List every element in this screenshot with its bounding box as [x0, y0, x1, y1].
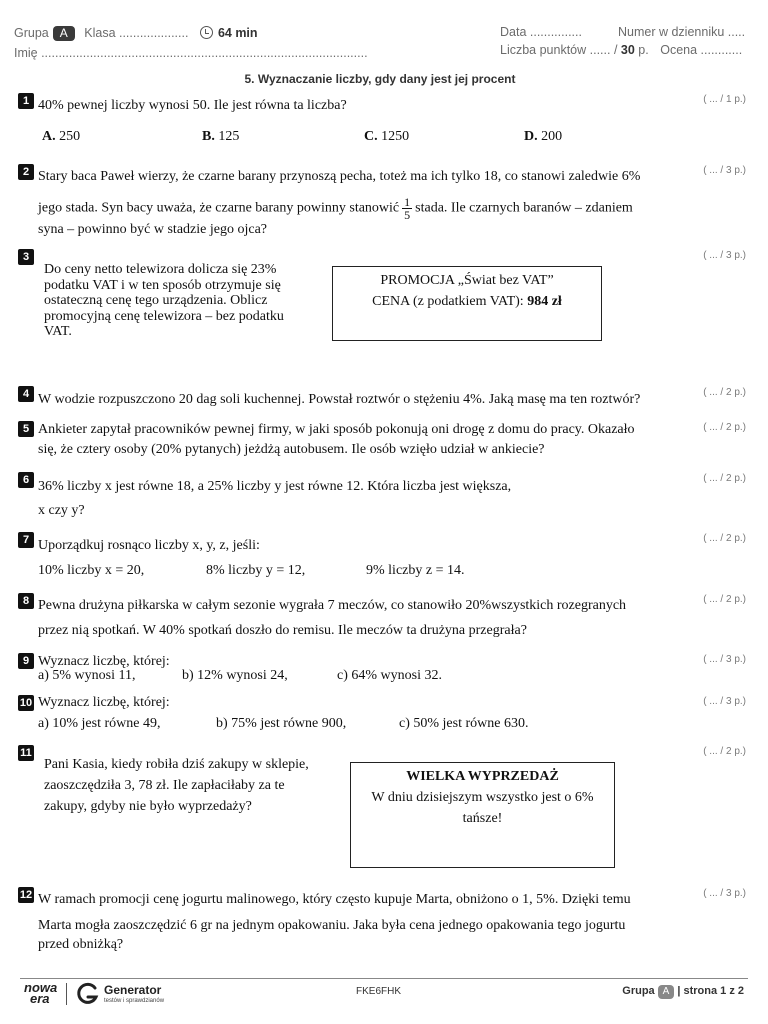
- time-limit: 64 min: [217, 26, 258, 40]
- question-text: syna – powinno być w stadzie jego ojca?: [38, 222, 267, 237]
- points-slot: ( ... / 2 p.): [703, 746, 746, 757]
- question-text: Pewna drużyna piłkarska w całym sezonie wygrała 7 meczów, co stanowiło 20%wszystkich rozegranych: [38, 598, 627, 613]
- list-item: a) 10% jest równe 49,: [38, 716, 161, 731]
- brand-name: Generator: [104, 983, 162, 997]
- answer-option-d: D. 200: [524, 129, 563, 144]
- page-title: 5. Wyznaczanie liczby, gdy dany jest jej procent: [244, 72, 516, 86]
- question-text: 40% pewnej liczby wynosi 50. Ile jest równa ta liczba?: [38, 98, 347, 113]
- journal-number-field: Numer w dzienniku .....: [618, 25, 746, 39]
- question-text: x czy y?: [38, 503, 85, 518]
- test-code: FKE6FHK: [356, 986, 402, 997]
- question-text: Do ceny netto telewizora dolicza się 23% podatku VAT i w ten sposób otrzymuje się ostateczną cenę tego urządzenia. Oblicz promocyjną cenę telewizora – bez podatku VAT.: [44, 262, 284, 339]
- question-number: 12: [19, 889, 33, 901]
- question-number: 3: [18, 249, 34, 265]
- question-text: jego stada. Syn bacy uważa, że czarne barany powinny stanowić $\frac{1}{5}$ stada. Ile czarnych baranów – zdaniem: [38, 195, 633, 222]
- points-slot: ( ... / 2 p.): [703, 594, 746, 605]
- list-item: b) 12% wynosi 24,: [182, 668, 288, 683]
- answer-option-b: B. 125: [202, 129, 240, 144]
- points-slot: ( ... / 3 p.): [703, 250, 746, 261]
- question-text: 36% liczby x jest równe 18, a 25% liczby y jest równe 12. Która liczba jest większa,: [38, 479, 512, 494]
- list-item: 8% liczby y = 12,: [206, 563, 306, 578]
- group-badge: A: [658, 985, 675, 999]
- footer-group-page: Grupa A | strona 1 z 2: [622, 985, 744, 997]
- question-text: przez nią spotkań. W 40% spotkań doszło do remisu. Ile meczów ta drużyna przegrała?: [38, 623, 527, 638]
- brand-subtitle: testów i sprawdzianów: [104, 998, 165, 1004]
- question-number: 5: [18, 421, 34, 437]
- question-number: 7: [18, 532, 34, 548]
- fraction: $\frac{1}{5}$: [404, 195, 411, 222]
- question-text: W wodzie rozpuszczono 20 dag soli kuchennej. Powstał roztwór o stężeniu 4%. Jaką masę ma ten roztwór?: [38, 392, 641, 407]
- question-number: 4: [18, 386, 34, 402]
- points-slot: ( ... / 2 p.): [703, 422, 746, 433]
- question-number: 10: [19, 697, 33, 709]
- list-item: 9% liczby z = 14.: [366, 563, 465, 578]
- grade-field: Ocena ............: [660, 43, 743, 57]
- list-item: b) 75% jest równe 900,: [216, 716, 347, 731]
- question-text: Wyznacz liczbę, której:: [38, 695, 170, 710]
- question-number: 8: [18, 593, 34, 609]
- question-text: Ankieter zapytał pracowników pewnej firmy, w jaki sposób pokonują oni drogę z domu do pracy. Okazało: [38, 422, 635, 437]
- question-number: 9: [18, 653, 34, 669]
- generator-logo-icon: [76, 982, 100, 1006]
- question-text: się, że cztery osoby (20% pytanych) jeżdżą autobusem. Ile osób wzięło udział w ankiecie?: [38, 442, 545, 457]
- answer-option-c: C. 1250: [364, 129, 410, 144]
- question-number: 11: [18, 745, 34, 761]
- question-text: Pani Kasia, kiedy robiła dziś zakupy w sklepie, zaoszczędziła 3, 78 zł. Ile zapłaciłaby za te zakupy, gdyby nie było wyprzedaży?: [44, 757, 309, 814]
- list-item: a) 5% wynosi 11,: [38, 668, 136, 683]
- promo-box: PROMOCJA „Świat bez VAT” CENA (z podatkiem VAT): 984 zł: [332, 266, 602, 341]
- group-field: Grupa A Klasa .................... 64 min: [14, 26, 258, 40]
- question-text: W ramach promocji cenę jogurtu malinowego, który często kupuje Marta, obniżono o 1, 5%. Dzięki temu: [38, 892, 631, 907]
- question-text: Stary baca Paweł wierzy, że czarne barany przynoszą pecha, toteż ma ich tylko 18, co stanowi zaledwie 6%: [38, 169, 641, 184]
- question-number: 2: [18, 164, 34, 180]
- points-slot: ( ... / 2 p.): [703, 473, 746, 484]
- question-number: 1: [18, 93, 34, 109]
- answer-option-a: A. 250: [42, 129, 81, 144]
- points-slot: ( ... / 3 p.): [703, 165, 746, 176]
- question-number: 6: [18, 472, 34, 488]
- sale-box: WIELKA WYPRZEDAŻ W dniu dzisiejszym wszystko jest o 6% tańsze!: [350, 762, 615, 868]
- nowa-era-logo: nowa era: [24, 980, 58, 1006]
- clock-icon: [200, 26, 213, 39]
- points-slot: ( ... / 2 p.): [703, 533, 746, 544]
- page-indicator: | strona 1 z 2: [677, 985, 744, 997]
- question-text: Marta mogła zaoszczędzić 6 gr na jednym opakowaniu. Jaka była cena jednego opakowania tego jogurtu: [38, 918, 626, 933]
- list-item: 10% liczby x = 20,: [38, 563, 145, 578]
- list-item: c) 64% wynosi 32.: [337, 668, 442, 683]
- logo-divider: [66, 983, 67, 1005]
- class-field: Klasa ....................: [84, 26, 189, 40]
- points-slot: ( ... / 3 p.): [703, 654, 746, 665]
- points-slot: ( ... / 1 p.): [703, 94, 746, 105]
- points-slot: ( ... / 3 p.): [703, 696, 746, 707]
- points-field: Liczba punktów ...... / 30 p. Ocena ............: [500, 43, 743, 57]
- name-field: Imię ..............................................................................................: [14, 46, 368, 60]
- question-text: Uporządkuj rosnąco liczby x, y, z, jeśli:: [38, 538, 260, 553]
- points-slot: ( ... / 3 p.): [703, 888, 746, 899]
- question-text: przed obniżką?: [38, 937, 124, 952]
- date-field: Data ...............: [500, 25, 582, 39]
- group-badge: A: [53, 26, 75, 41]
- list-item: c) 50% jest równe 630.: [399, 716, 529, 731]
- question-text: Wyznacz liczbę, której:: [38, 654, 170, 669]
- points-slot: ( ... / 2 p.): [703, 387, 746, 398]
